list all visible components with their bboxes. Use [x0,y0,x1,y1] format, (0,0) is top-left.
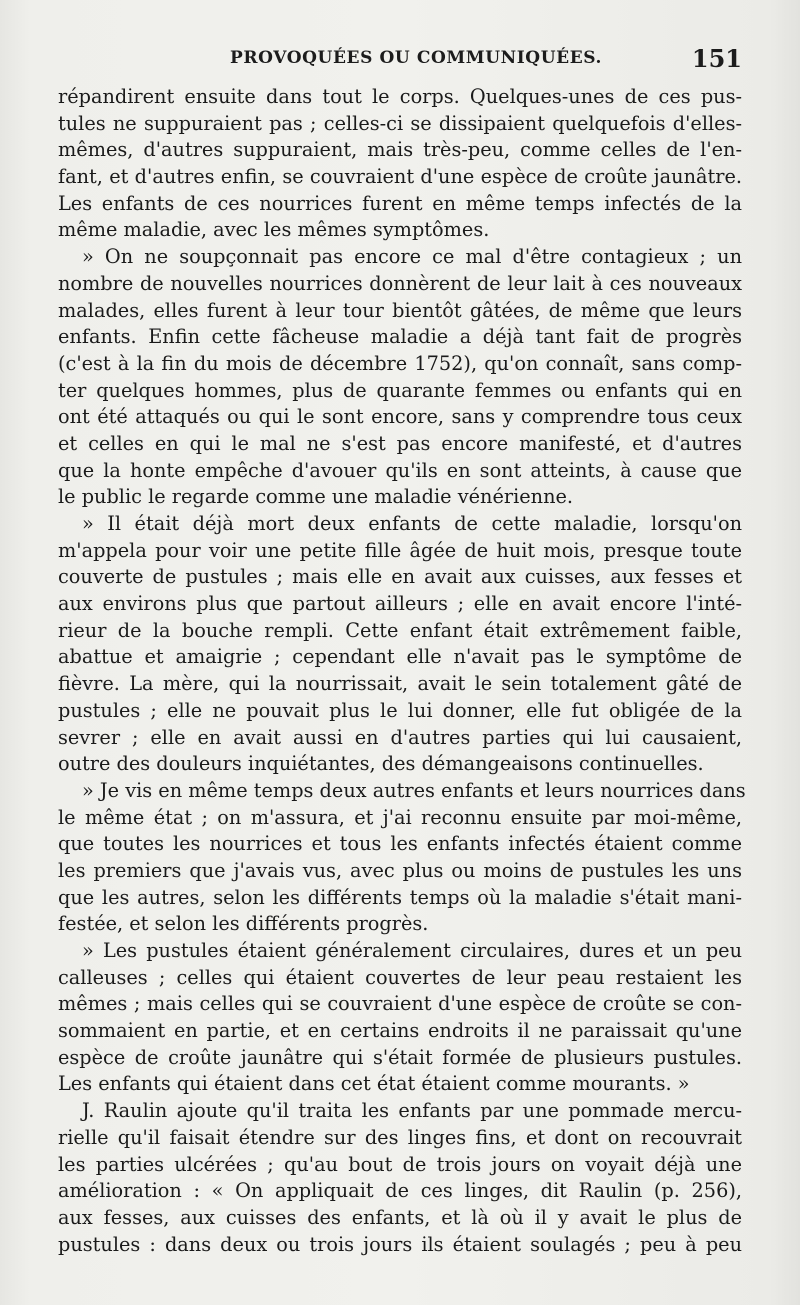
text-line: » Je vis en même temps deux autres enfants et leurs nourrices dans [82,778,746,802]
text-line: le même état ; on m'assura, et j'ai reconnu ensuite par moi-même, [58,805,742,829]
text-line: outre des douleurs inquiétantes, des démangeaisons continuelles. [58,752,704,776]
text-line: ont été attaqués ou qui le sont encore, sans y comprendre tous ceux [58,405,742,429]
text-line: les premiers que j'avais vus, avec plus ou moins de pustules les uns [58,858,742,882]
text-line: le public le regarde comme une maladie vénérienne. [58,485,574,509]
text-line: espèce de croûte jaunâtre qui s'était formée de plusieurs pustules. [58,1045,742,1069]
text-line: rielle qu'il faisait étendre sur des linges fins, et dont on recouvrait [58,1125,742,1149]
text-line: aux fesses, aux cuisses des enfants, et là où il y avait le plus de [58,1205,742,1229]
text-line: abattue et amaigrie ; cependant elle n'avait pas le symptôme de [58,645,742,669]
text-line: Les enfants de ces nourrices furent en même temps infectés de la [58,191,742,215]
body-text [58,84,746,1258]
text-line: » Les pustules étaient généralement circulaires, dures et un peu [82,939,742,962]
text-line: que la honte empêche d'avouer qu'ils en sont atteints, à cause que [58,458,742,482]
text-line: enfants. Enfin cette fâcheuse maladie a déjà tant fait de progrès [58,325,742,349]
text-line: festée, et selon les différents progrès. [58,912,429,936]
text-line: les parties ulcérées ; qu'au bout de trois jours on voyait déjà une [58,1152,742,1176]
text-line: sevrer ; elle en avait aussi en d'autres parties qui lui causaient, [58,725,742,749]
text-line: m'appela pour voir une petite fille âgée de huit mois, presque toute [58,538,742,562]
text-line: même maladie, avec les mêmes symptômes. [58,218,490,242]
text-line: fièvre. La mère, qui la nourrissait, avait le sein totalement gâté de [58,672,742,696]
text-line: et celles en qui le mal ne s'est pas encore manifesté, et d'autres [58,431,742,455]
text-line: aux environs plus que partout ailleurs ; elle en avait encore l'inté- [58,592,742,616]
text-line: mêmes, d'autres suppuraient, mais très-peu, comme celles de l'en- [58,138,742,162]
text-line: calleuses ; celles qui étaient couvertes de leur peau restaient les [58,965,742,989]
page-header [58,40,742,80]
text-line: tules ne suppuraient pas ; celles-ci se dissipaient quelquefois d'elles- [58,111,742,135]
text-line: (c'est à la fin du mois de décembre 1752), qu'on connaît, sans comp- [58,351,742,375]
text-line: pustules : dans deux ou trois jours ils étaient soulagés ; peu à peu [58,1232,742,1256]
text-line: ter quelques hommes, plus de quarante femmes ou enfants qui en [58,378,742,402]
text-line: » On ne soupçonnait pas encore ce mal d'être contagieux ; un [82,245,742,269]
text-line: rieur de la bouche rempli. Cette enfant était extrêmement faible, [58,618,742,642]
text-line: que toutes les nourrices et tous les enfants infectés étaient comme [58,832,742,856]
text-line: couverte de pustules ; mais elle en avait aux cuisses, aux fesses et [58,565,742,589]
running-head: PROVOQUÉES OU COMMUNIQUÉES. [230,48,603,68]
text-line: que les autres, selon les différents temps où la maladie s'était mani- [58,885,742,909]
text-line: amélioration : « On appliquait de ces linges, dit Raulin (p. 256), [58,1179,742,1203]
text-line: nombre de nouvelles nourrices donnèrent de leur lait à ces nouveaux [58,271,742,295]
text-line: Les enfants qui étaient dans cet état étaient comme mourants. » [58,1072,690,1096]
text-line: malades, elles furent à leur tour bientôt gâtées, de même que leurs [58,298,742,322]
text-line: fant, et d'autres enfin, se couvraient d'une espèce de croûte jaunâtre. [58,165,742,189]
text-line: sommaient en partie, et en certains endroits il ne paraissait qu'une [58,1019,742,1043]
text-line: mêmes ; mais celles qui se couvraient d'une espèce de croûte se con- [58,992,742,1016]
text-line: répandirent ensuite dans tout le corps. Quelques-unes de ces pus- [58,85,742,108]
text-line: J. Raulin ajoute qu'il traita les enfants par une pommade mercu- [82,1099,742,1123]
page-number: 151 [691,44,742,73]
text-line: pustules ; elle ne pouvait plus le lui donner, elle fut obligée de la [58,698,742,722]
text-line: » Il était déjà mort deux enfants de cette maladie, lorsqu'on [82,512,742,535]
